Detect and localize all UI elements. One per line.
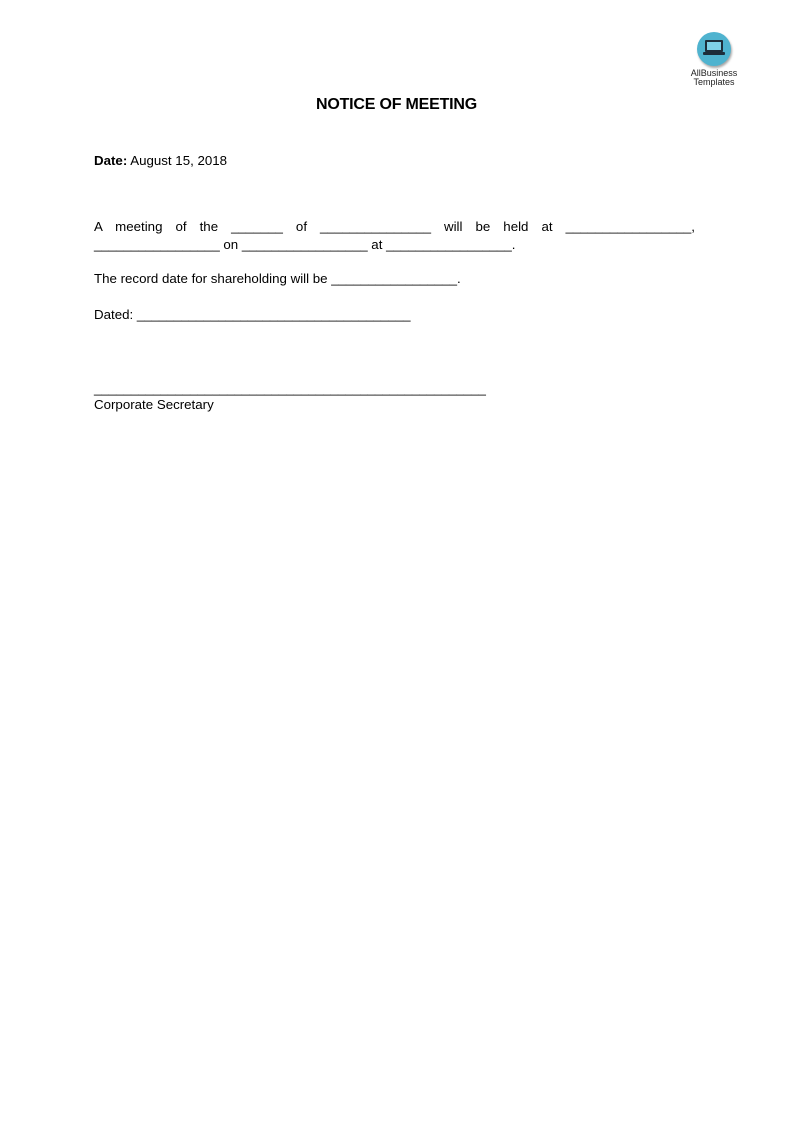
record-date-line: The record date for shareholding will be _________________. xyxy=(94,271,461,286)
allbusiness-logo xyxy=(684,32,744,87)
logo-line-2: Templates xyxy=(693,77,735,87)
date-value: August 15, 2018 xyxy=(130,153,228,168)
date-line xyxy=(94,153,695,168)
signature-caption: Corporate Secretary xyxy=(94,397,214,412)
laptop-icon xyxy=(697,32,731,66)
meeting-paragraph: A meeting of the _______ of _______________ will be held at _________________, _________________ on _________________ at _________________. xyxy=(94,219,695,252)
logo-text xyxy=(684,69,744,87)
signature-line: _____________________________________________________ xyxy=(94,381,486,396)
page-title: NOTICE OF MEETING xyxy=(315,96,478,113)
date-label: Date: xyxy=(94,153,128,168)
dated-line: Dated: _____________________________________ xyxy=(94,307,411,322)
logo-line-1: AllBusiness xyxy=(690,68,738,78)
